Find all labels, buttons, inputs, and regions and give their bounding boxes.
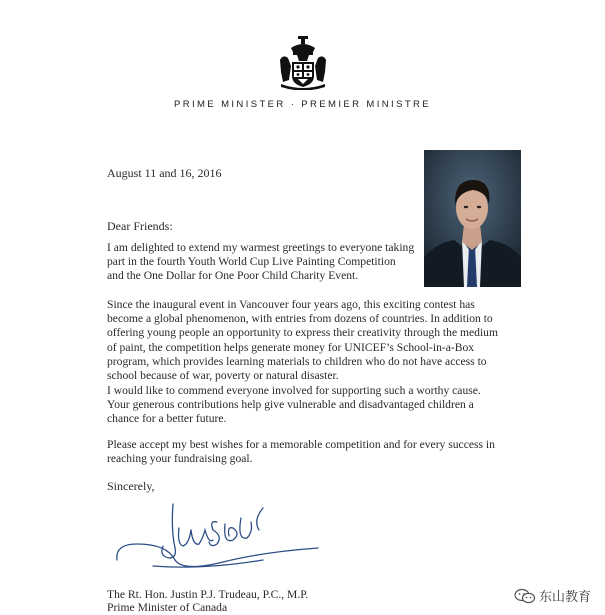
body-paragraph: I would like to commend everyone involved for supporting such a worthy cause. Your generous contributions help give vulnerable and disadvantaged children a chance for a better future.	[107, 384, 481, 426]
portrait-photo	[424, 150, 521, 287]
wechat-icon	[514, 588, 536, 604]
watermark-text: 东山教育	[538, 590, 591, 605]
signer-title: Prime Minister of Canada	[107, 601, 228, 614]
signature	[113, 500, 328, 580]
body-paragraph: Please accept my best wishes for a memorable competition and for every success in reaching your fundraising goal.	[107, 438, 495, 466]
signer-block	[107, 588, 308, 614]
closing: Sincerely,	[107, 479, 155, 493]
letter-date: August 11 and 16, 2016	[107, 166, 222, 180]
office-title: PRIME MINISTER · PREMIER MINISTRE	[173, 99, 432, 110]
salutation: Dear Friends:	[107, 219, 173, 233]
watermark	[514, 586, 591, 605]
signer-name: The Rt. Hon. Justin P.J. Trudeau, P.C., M.P.	[107, 588, 309, 601]
body-paragraph: I am delighted to extend my warmest greetings to everyone taking part in the fourth Youth World Cup Live Painting Competition and the One Dollar for One Poor Child Charity Event.	[107, 241, 415, 283]
coat-of-arms-icon	[277, 36, 329, 90]
body-paragraph: Since the inaugural event in Vancouver four years ago, this exciting contest has become a global phenomenon, with entries from dozens of countries. In addition to offering young people an opportunity to express their creativity through the medium of paint, the competition helps generate money for UNICEF’s School-in-a-Box program, which provides learning materials to children who do not have access to school because of war, poverty or natural disaster.	[107, 298, 498, 383]
